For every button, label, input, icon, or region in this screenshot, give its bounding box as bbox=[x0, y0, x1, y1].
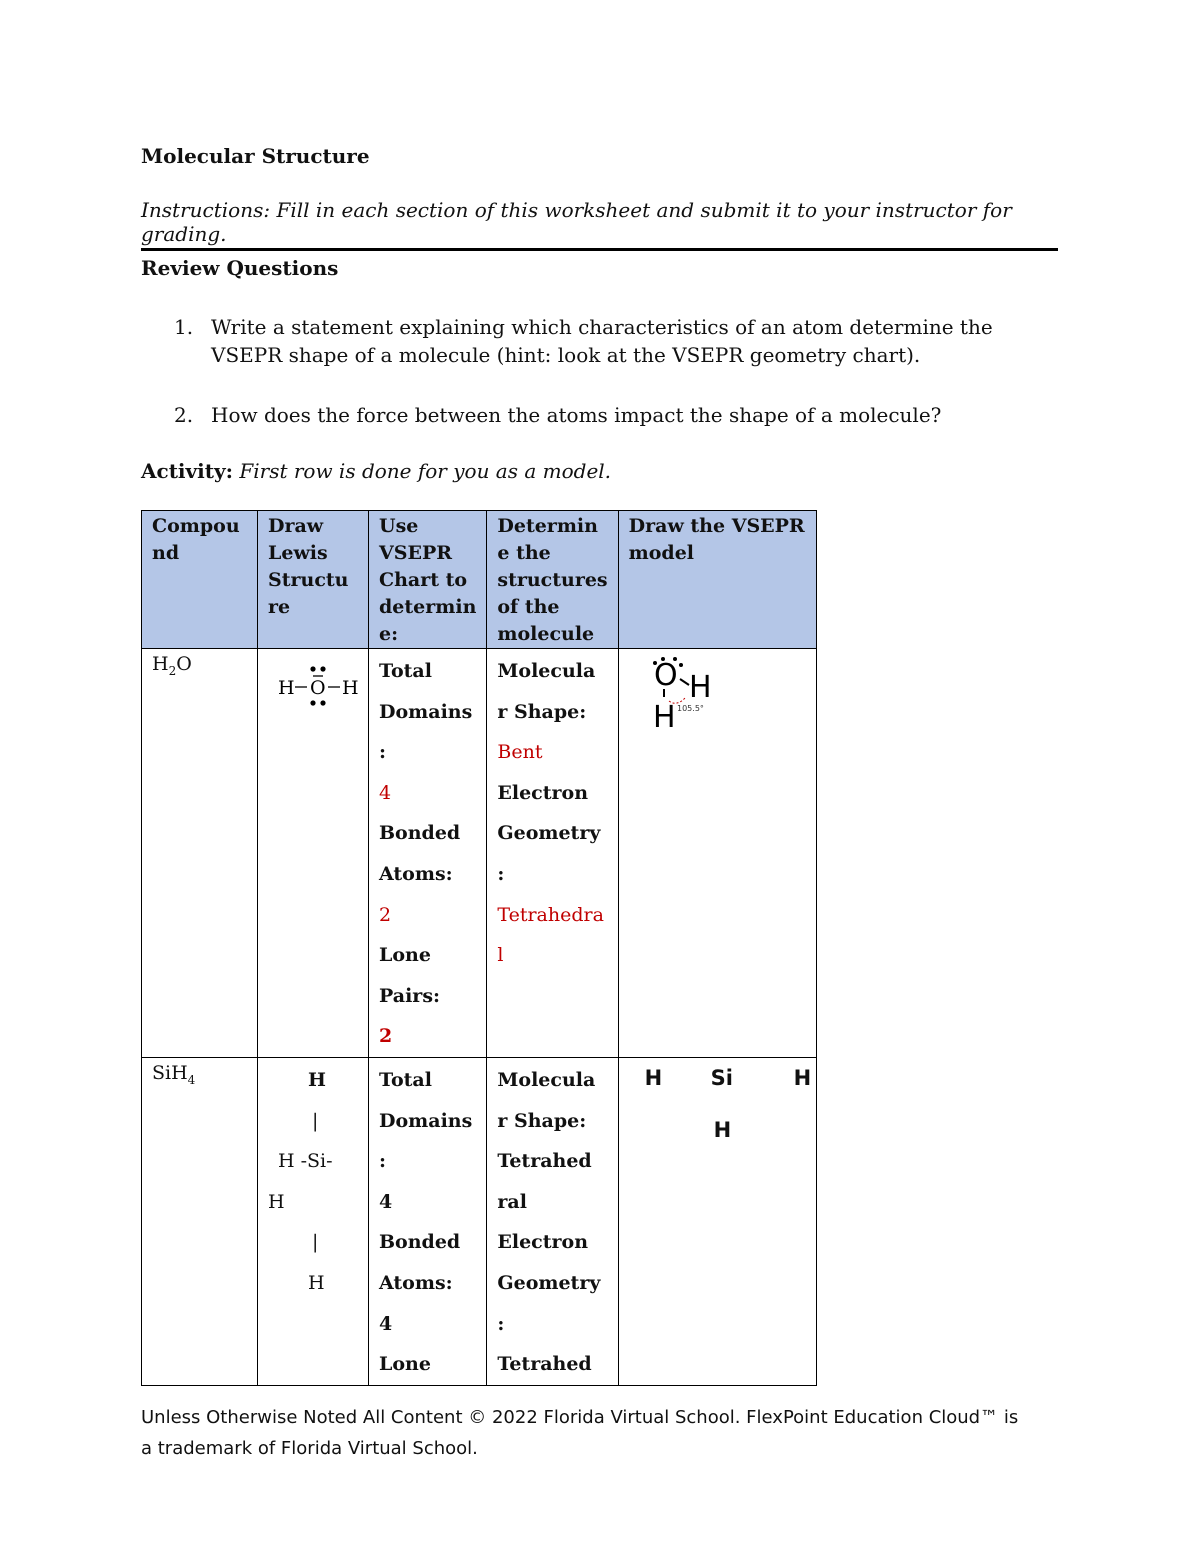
review-questions-heading: Review Questions bbox=[141, 256, 339, 280]
answer-value: Tetrahed bbox=[497, 1353, 592, 1376]
instructions-text: Instructions: Fill in each section of this worksheet and submit it to your instructor for grading. bbox=[141, 198, 1058, 251]
vsepr-table bbox=[141, 510, 817, 1386]
activity-note: First row is done for you as a model. bbox=[239, 459, 612, 483]
model-h-left: H bbox=[644, 1065, 663, 1090]
compound-formula-end: O bbox=[176, 653, 192, 675]
label-line: Pairs: bbox=[379, 984, 441, 1007]
table-row bbox=[142, 1057, 817, 1385]
label-line: Domains bbox=[379, 700, 473, 723]
lewis-structure-sih4 bbox=[268, 1060, 358, 1304]
table-header-row bbox=[142, 511, 817, 649]
lewis-cell bbox=[258, 1057, 369, 1385]
structure-cell bbox=[487, 649, 618, 1058]
label-line: Electron bbox=[497, 1231, 589, 1254]
label-line: : bbox=[497, 862, 505, 885]
answer-value: ral bbox=[497, 1190, 527, 1213]
label-line: Geometry bbox=[497, 1271, 601, 1294]
activity-label: Activity: bbox=[141, 459, 233, 483]
footer-copyright: Unless Otherwise Noted All Content © 2022 Florida Virtual School. FlexPoint Education Cloud™ is a trademark of Florida Virtual School. bbox=[141, 1407, 1019, 1459]
label-line: Total bbox=[379, 1068, 432, 1091]
lewis-line: | bbox=[312, 1231, 319, 1254]
label-line: Lone bbox=[379, 1353, 431, 1376]
label-line: Molecula bbox=[497, 1068, 596, 1091]
label-line: Geometry bbox=[497, 822, 601, 845]
lewis-structure-h2o bbox=[268, 659, 358, 719]
header-vsepr-chart: Use VSEPR Chart to determin e: bbox=[369, 511, 487, 649]
answer-value: 4 bbox=[379, 1190, 393, 1213]
table-row bbox=[142, 649, 817, 1058]
answer-value: l bbox=[497, 944, 504, 967]
label-line: Bonded bbox=[379, 822, 461, 845]
header-structures: Determin e the structures of the molecule bbox=[487, 511, 618, 649]
compound-cell bbox=[142, 649, 258, 1058]
answer-value: 4 bbox=[379, 1312, 393, 1335]
bond-angle-label: 105.5° bbox=[676, 704, 704, 713]
activity-line bbox=[141, 459, 611, 483]
compound-formula: H bbox=[152, 653, 169, 675]
answer-value: Tetrahed bbox=[497, 1150, 592, 1173]
lewis-o: O bbox=[310, 677, 326, 699]
lewis-line: H bbox=[308, 1068, 326, 1091]
label-line: Domains bbox=[379, 1109, 473, 1132]
label-line: : bbox=[379, 1150, 387, 1173]
page-title: Molecular Structure bbox=[141, 144, 370, 168]
compound-subscript: 4 bbox=[187, 1072, 196, 1087]
lewis-line: H bbox=[308, 1271, 325, 1294]
label-line: Total bbox=[379, 660, 432, 682]
label-line: Atoms: bbox=[379, 862, 453, 885]
structure-cell bbox=[487, 1057, 618, 1385]
sih4-model-drawing bbox=[619, 1058, 816, 1158]
model-h-right: H bbox=[688, 670, 712, 705]
question-text: How does the force between the atoms impact the shape of a molecule? bbox=[211, 403, 942, 427]
label-line: r Shape: bbox=[497, 700, 587, 723]
answer-value: Tetrahedra bbox=[497, 903, 604, 926]
question-number: 1. bbox=[174, 315, 194, 339]
question-1 bbox=[174, 313, 1031, 369]
compound-cell bbox=[142, 1057, 258, 1385]
label-line: Molecula bbox=[497, 660, 596, 682]
header-vsepr-model: Draw the VSEPR model bbox=[618, 511, 816, 649]
label-line: Electron bbox=[497, 781, 589, 804]
label-line: : bbox=[497, 1312, 505, 1335]
model-h-right: H bbox=[793, 1065, 812, 1090]
header-lewis: Draw Lewis Structu re bbox=[258, 511, 369, 649]
vsepr-data-cell bbox=[369, 1057, 487, 1385]
model-h-bottom: H bbox=[652, 700, 676, 735]
model-o: O bbox=[653, 658, 678, 693]
lewis-line: H -Si- bbox=[278, 1150, 333, 1173]
h2o-model-drawing bbox=[643, 655, 806, 740]
label-line: Lone bbox=[379, 944, 431, 967]
lewis-line: | bbox=[312, 1109, 319, 1132]
label-line: Atoms: bbox=[379, 1271, 453, 1294]
label-line: r Shape: bbox=[497, 1109, 587, 1132]
answer-value: 2 bbox=[379, 1025, 393, 1048]
question-number: 2. bbox=[174, 403, 194, 427]
compound-formula: SiH bbox=[152, 1061, 188, 1084]
answer-value: Bent bbox=[497, 741, 543, 764]
label-line: : bbox=[379, 741, 387, 764]
lewis-cell bbox=[258, 649, 369, 1058]
vsepr-model-cell bbox=[618, 649, 816, 1058]
question-2 bbox=[174, 401, 1031, 429]
vsepr-model-cell bbox=[618, 1057, 816, 1385]
model-h-bottom: H bbox=[713, 1117, 732, 1142]
question-text: Write a statement explaining which characteristics of an atom determine the VSEPR shape of a molecule (hint: look at the VSEPR geometry chart). bbox=[211, 315, 993, 367]
lewis-left-h: H bbox=[278, 677, 295, 699]
answer-value: 2 bbox=[379, 903, 392, 926]
lewis-right-h: H bbox=[342, 677, 358, 699]
answer-value: 4 bbox=[379, 781, 392, 804]
compound-subscript: 2 bbox=[168, 663, 177, 678]
model-si: Si bbox=[710, 1065, 733, 1090]
vsepr-data-cell bbox=[369, 649, 487, 1058]
lewis-line: H bbox=[268, 1190, 285, 1213]
header-compound: Compou nd bbox=[142, 511, 258, 649]
label-line: Bonded bbox=[379, 1231, 461, 1254]
